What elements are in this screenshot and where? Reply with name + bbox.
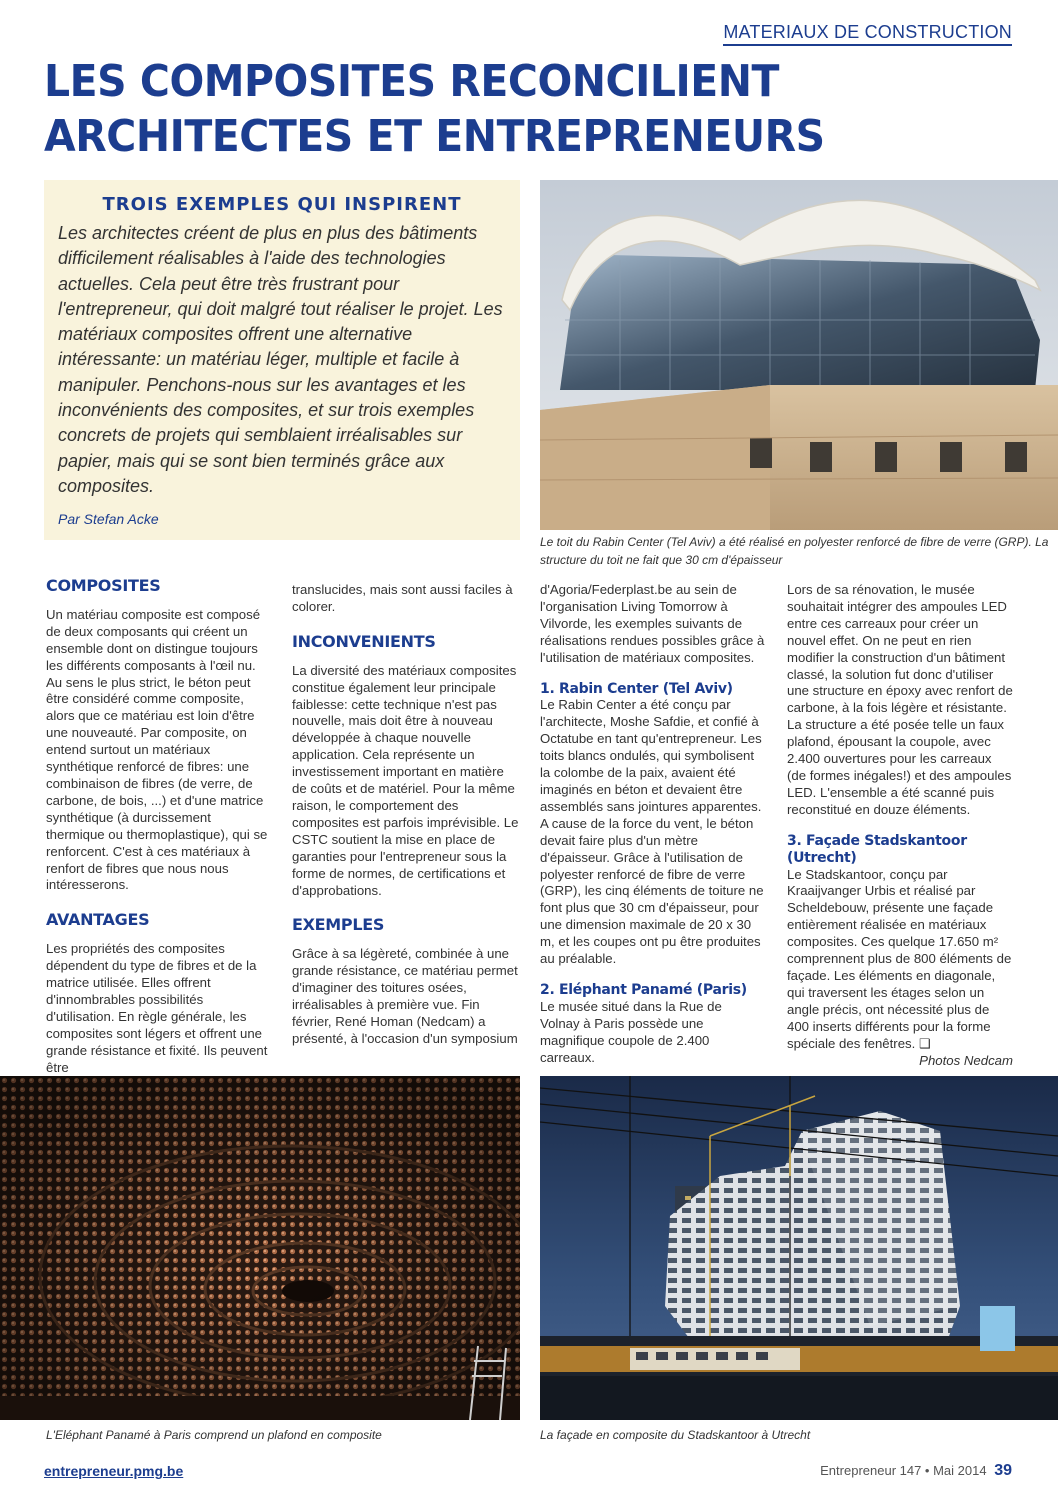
- paragraph-exemples: Grâce à sa légèreté, combinée à une grande résistance, ce matériau permet d'imaginer des toitures osées, irréalisables à première vue. Fin février, René Homan (Nedcam) a présenté, à l'occasion d'un symposium: [292, 946, 518, 1046]
- column-2: [292, 582, 520, 1048]
- page-title-line-1: LES COMPOSITES RECONCILIENT: [44, 56, 779, 107]
- page-number: 39: [994, 1462, 1012, 1479]
- paragraph-rabin-center: Le Rabin Center a été conçu par l'architecte, Moshe Safdie, et confié à Octatube en tant qu'entrepreneur. Les toits blancs ondulés, qui symbolisent la colombe de la paix, avaient été imaginés en béton et devaient être assemblés sans jointures apparentes. A cause de la force du vent, le béton devait faire plus d'un mètre d'épaisseur. Grâce à l'utilisation de polyester renforcé de fibre de verre (GRP), les cinq éléments de toiture ne font plus que 30 cm d'épaisseur, pour une dimension maximale de 20 x 30 m, et les coupes ont pu être produites au préalable.: [540, 697, 764, 967]
- heading-inconvenients: INCONVENIENTS: [292, 631, 436, 651]
- paragraph-col4-start: Lors de sa rénovation, le musée souhaitait intégrer des ampoules LED entre ces carreaux pour créer un nouvel effet. On ne peut en rien modifier la construction d'un bâtiment classé, la solution fut donc d'utiliser une structure en époxy avec renfort de carbone, à la fois légère et résistante. La structure a été posée telle un faux plafond, épousant la coupole, avec 2.400 ouvertures pour les carreaux (de formes inégales!) et des ampoules LED. L'ensemble a été scanné puis reconstitué en douze éléments.: [787, 582, 1013, 817]
- column-3: [540, 582, 765, 1066]
- paragraph-avantages: Les propriétés des composites dépendent du type de fibres et de la matrice utilisée. Elles offrent d'innombrables possibilités d'utilisation. En règle générale, les composites sont légers et offrent une grande résistance et fixité. Ils peuvent être: [46, 941, 268, 1075]
- paragraph-col3-start: d'Agoria/Federplast.be au sein de l'organisation Living Tomorrow à Vilvorde, les exemples suivants de réalisations rendues possibles grâce à l'utilisation de matériaux composites.: [540, 582, 765, 665]
- heading-exemples: EXEMPLES: [292, 915, 385, 935]
- rabin-center-caption: Le toit du Rabin Center (Tel Aviv) a été réalisé en polyester renforcé de fibre de verre (GRP). La structure du toit ne fait que 30 cm d'épaisseur: [540, 535, 1049, 567]
- intro-title: TROIS EXEMPLES QUI INSPIRENT: [102, 194, 462, 215]
- heading-elephant-paname: 2. Eléphant Panamé (Paris): [540, 981, 747, 998]
- paragraph-col2-start: translucides, mais sont aussi faciles à colorer.: [292, 582, 513, 614]
- footer-issue-info: [820, 1462, 1012, 1480]
- heading-rabin-center: 1. Rabin Center (Tel Aviv): [540, 680, 733, 697]
- rabin-center-photo: [540, 180, 1058, 530]
- elephant-paname-photo: [0, 1076, 520, 1420]
- website-link[interactable]: entrepreneur.pmg.be: [44, 1463, 184, 1479]
- intro-text: Les architectes créent de plus en plus des bâtiments difficilement réalisables à l'aide des technologies actuelles. Cela peut être très frustrant pour l'entrepreneur, qui doit malgré tout réaliser le projet. Les matériaux composites offrent une alternative intéressante: un matériau léger, multiple et facile à manipuler. Penchons-nous sur les avantages et les inconvénients des composites, et sur trois exemples concrets de projets qui semblaient irréalisables sur papier, mais qui se sont bien terminés grâce aux composites.: [58, 223, 503, 496]
- rabin-center-illustration: [540, 180, 1058, 530]
- page-title-line-2: ARCHITECTES ET ENTREPRENEURS: [44, 111, 825, 162]
- issue-label: Entrepreneur 147 • Mai 2014: [820, 1463, 987, 1478]
- intro-box: [44, 180, 520, 540]
- column-4: [787, 582, 1013, 1070]
- paragraph-composites: Un matériau composite est composé de deux composants qui créent un ensemble dont on distingue toujours les différents composants à l'œil nu. Au sens le plus strict, le béton peut être considéré comme composite, alors que ce matériau est loin d'être une nouveauté. Par composite, on entend surtout un matériaux synthétique renforcé de fibres: une combinaison de fibres (de verre, de carbone, de bois, ...) et d'une matrice synthétique (à durcissement thermique ou thermoplastique), qui se renforcent. C'est à ces matériaux à renfort de fibres que nous nous intéresserons.: [46, 606, 268, 893]
- paragraph-elephant-paname: Le musée situé dans la Rue de Volnay à Paris possède une magnifique coupole de 2.400 carreaux.: [540, 998, 722, 1065]
- stadskantoor-illustration: [540, 1076, 1058, 1420]
- photo-credit: Photos Nedcam: [919, 1053, 1013, 1069]
- heading-composites: COMPOSITES: [46, 576, 161, 595]
- page-title: [44, 54, 937, 164]
- column-1: [46, 578, 268, 1076]
- byline: Par Stefan Acke: [58, 511, 159, 528]
- paragraph-stadskantoor: Le Stadskantoor, conçu par Kraaijvanger Urbis et réalisé par Scheldebouw, présente une façade entièrement réalisée en matériaux composites. Ces quelque 17.650 m² comprennent plus de 800 éléments de façade. Les éléments en diagonale, qui traversent les étages selon un angle précis, ont nécessité plus de 400 inserts différents pour la forme spéciale des fenêtres. ❑: [787, 866, 1012, 1051]
- elephant-paname-caption: L'Eléphant Panamé à Paris comprend un plafond en composite: [46, 1428, 382, 1442]
- heading-avantages: AVANTAGES: [46, 910, 150, 930]
- stadskantoor-caption: La façade en composite du Stadskantoor à Utrecht: [540, 1428, 811, 1442]
- section-label: MATERIAUX DE CONSTRUCTION: [723, 22, 1012, 46]
- ceiling-illustration: [0, 1076, 520, 1420]
- stadskantoor-photo: [540, 1076, 1058, 1420]
- paragraph-inconvenients: La diversité des matériaux composites constitue également leur principale faiblesse: cette technique n'est pas nouvelle, mais doit être à nouveau développée à chaque nouvelle application. Cela représente un investissement important en matière de coûts et de matériel. Pour la même raison, le comportement des composites est parfois imprévisible. Le CSTC soutient la mise en place de garanties pour l'entrepreneur sous la forme de normes, de certifications et d'approbations.: [292, 662, 519, 898]
- heading-stadskantoor: 3. Façade Stadskantoor (Utrecht): [787, 832, 967, 866]
